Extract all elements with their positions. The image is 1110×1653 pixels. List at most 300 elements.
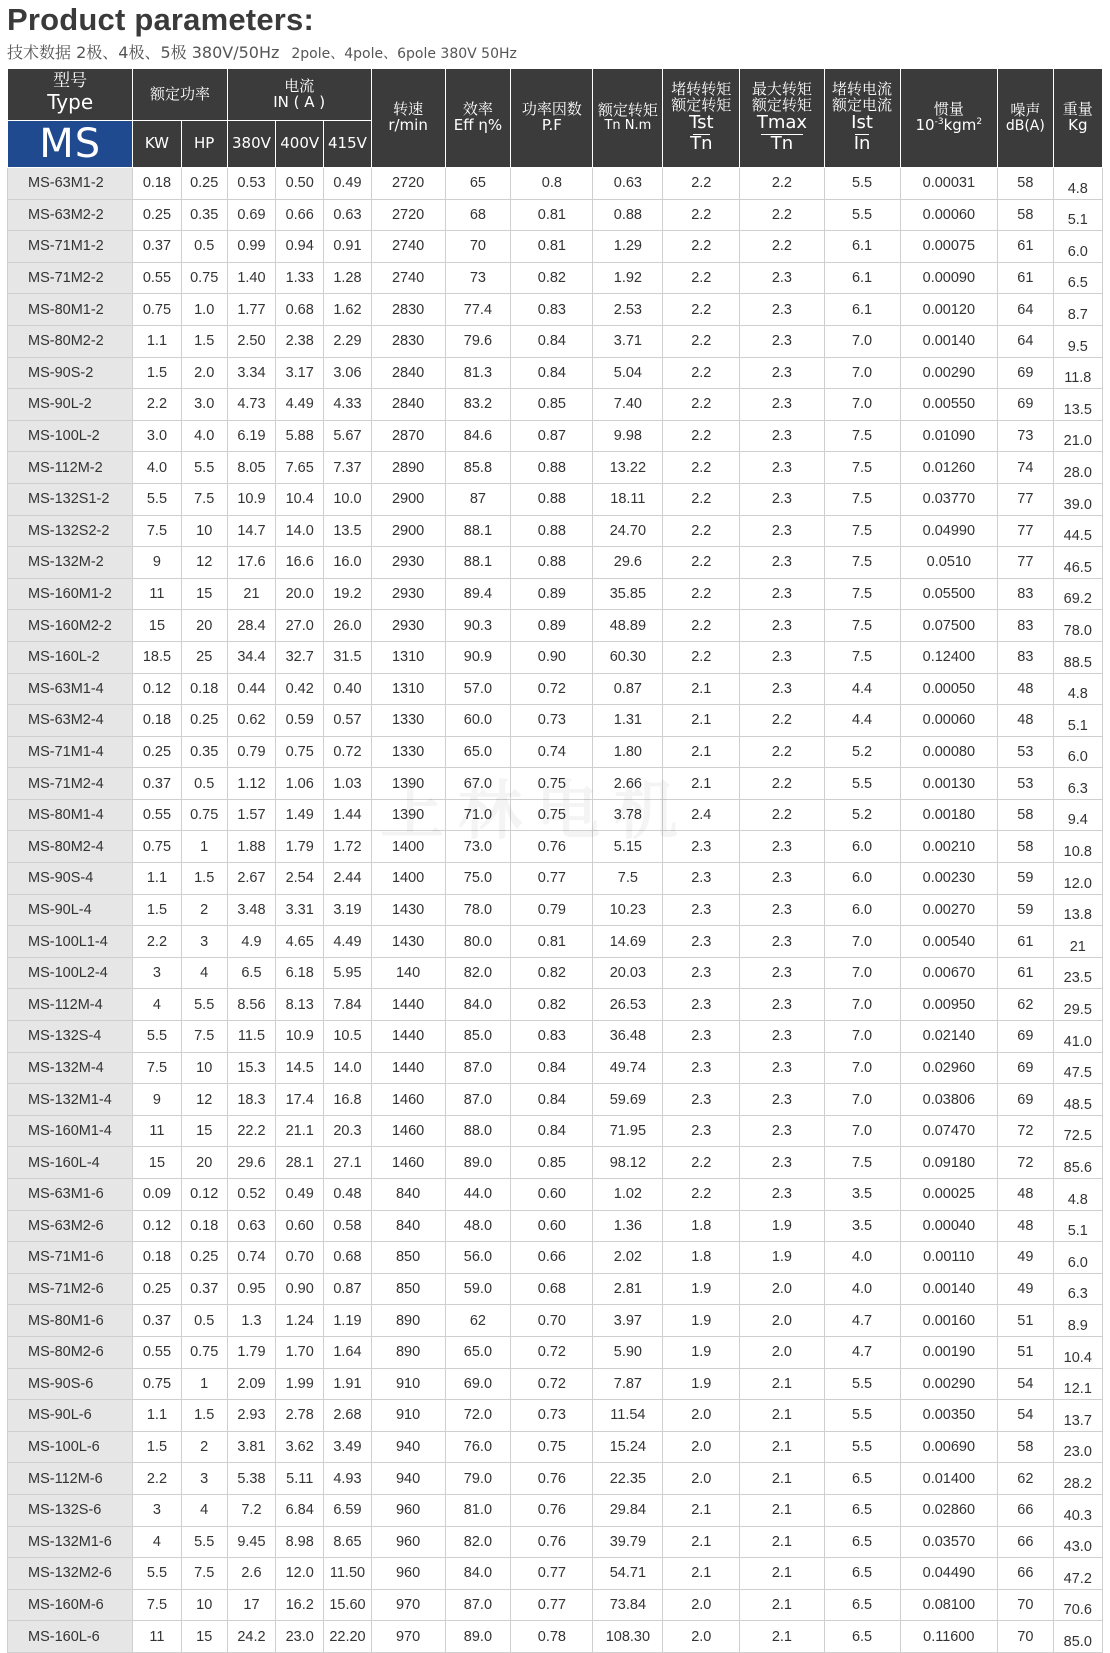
- table-row: [8, 294, 1103, 326]
- table-cell: 0.55: [133, 1336, 181, 1368]
- table-cell: 0.09: [133, 1179, 181, 1211]
- table-cell: 5.38: [227, 1463, 275, 1495]
- table-cell: 0.00140: [900, 325, 998, 357]
- tmax-ratio-header: 最大转矩 额定转矩 Tmax Tn: [740, 69, 824, 168]
- table-cell: 0.12: [133, 1210, 181, 1242]
- table-row: [8, 1115, 1103, 1147]
- table-cell: 1400: [371, 863, 445, 895]
- table-cell: 4.8: [1053, 168, 1102, 200]
- table-cell: 1.62: [324, 294, 371, 326]
- table-cell: 29.5: [1053, 989, 1102, 1021]
- table-cell: 12.0: [1053, 863, 1102, 895]
- table-cell: 0.70: [276, 1242, 324, 1274]
- table-cell: 2.3: [740, 547, 824, 579]
- power-factor-header: 功率因数 P.F: [511, 69, 593, 168]
- table-cell: 1.8: [663, 1242, 740, 1274]
- table-cell: 7.5: [181, 1558, 227, 1590]
- table-cell: 47.5: [1053, 1052, 1102, 1084]
- table-cell: 4.8: [1053, 1179, 1102, 1211]
- table-cell: 5.1: [1053, 705, 1102, 737]
- table-cell: 7.5: [824, 420, 900, 452]
- table-cell: 10.8: [1053, 831, 1102, 863]
- model-cell: MS-71M2-2: [8, 262, 133, 294]
- model-cell: MS-80M2-2: [8, 325, 133, 357]
- table-cell: 0.53: [227, 168, 275, 200]
- table-cell: 40.3: [1053, 1494, 1102, 1526]
- table-cell: 0.00080: [900, 736, 998, 768]
- table-cell: 7.0: [824, 1115, 900, 1147]
- table-cell: 31.5: [324, 641, 371, 673]
- table-cell: 7.0: [824, 989, 900, 1021]
- table-cell: 840: [371, 1210, 445, 1242]
- table-cell: 79.6: [445, 325, 511, 357]
- table-cell: 71.95: [593, 1115, 663, 1147]
- table-cell: 16.0: [324, 547, 371, 579]
- table-cell: 0.62: [227, 705, 275, 737]
- table-cell: 2.3: [740, 894, 824, 926]
- table-cell: 3.19: [324, 894, 371, 926]
- table-cell: 6.5: [1053, 262, 1102, 294]
- table-cell: 71.0: [445, 799, 511, 831]
- table-row: [8, 483, 1103, 515]
- table-cell: 1330: [371, 705, 445, 737]
- table-cell: 1.77: [227, 294, 275, 326]
- table-cell: 0.58: [324, 1210, 371, 1242]
- table-cell: 0.78: [511, 1621, 593, 1653]
- table-cell: 2.3: [740, 357, 824, 389]
- table-cell: 21: [1053, 926, 1102, 958]
- table-cell: 10: [181, 515, 227, 547]
- table-cell: 0.66: [511, 1242, 593, 1274]
- table-cell: 1460: [371, 1084, 445, 1116]
- table-cell: 54.71: [593, 1558, 663, 1590]
- table-cell: 2.1: [740, 1431, 824, 1463]
- table-cell: 2830: [371, 325, 445, 357]
- table-cell: 2.1: [740, 1368, 824, 1400]
- table-cell: 65.0: [445, 1336, 511, 1368]
- table-cell: 4: [133, 989, 181, 1021]
- table-cell: 14.7: [227, 515, 275, 547]
- table-cell: 0.08100: [900, 1589, 998, 1621]
- table-cell: 2.1: [740, 1621, 824, 1653]
- table-cell: 0.81: [511, 199, 593, 231]
- table-cell: 35.85: [593, 578, 663, 610]
- table-cell: 0.00130: [900, 768, 998, 800]
- tst-ratio-header: 堵转转矩 额定转矩 Tst Tn: [663, 69, 740, 168]
- table-cell: 2.3: [740, 863, 824, 895]
- table-cell: 70: [998, 1621, 1053, 1653]
- table-cell: 11: [133, 1115, 181, 1147]
- table-cell: 29.84: [593, 1494, 663, 1526]
- table-cell: 7.0: [824, 1084, 900, 1116]
- table-cell: 1.36: [593, 1210, 663, 1242]
- table-cell: 0.01400: [900, 1463, 998, 1495]
- table-cell: 7.0: [824, 325, 900, 357]
- table-cell: 62: [998, 1463, 1053, 1495]
- table-cell: 58: [998, 831, 1053, 863]
- table-cell: 7.5: [824, 1147, 900, 1179]
- table-row: [8, 199, 1103, 231]
- table-cell: 0.09180: [900, 1147, 998, 1179]
- table-cell: 1.03: [324, 768, 371, 800]
- table-cell: 0.37: [181, 1273, 227, 1305]
- table-cell: 2.2: [133, 926, 181, 958]
- table-cell: 0.02140: [900, 1021, 998, 1053]
- model-cell: MS-160M2-2: [8, 610, 133, 642]
- table-cell: 1.70: [276, 1336, 324, 1368]
- table-cell: 2.54: [276, 863, 324, 895]
- table-cell: 0.85: [511, 389, 593, 421]
- table-cell: 16.6: [276, 547, 324, 579]
- noise-header: 噪声 dB(A): [998, 69, 1053, 168]
- table-cell: 7.87: [593, 1368, 663, 1400]
- table-row: [8, 357, 1103, 389]
- table-row: [8, 1589, 1103, 1621]
- table-cell: 108.30: [593, 1621, 663, 1653]
- table-cell: 1.8: [663, 1210, 740, 1242]
- table-cell: 12: [181, 547, 227, 579]
- table-cell: 66: [998, 1494, 1053, 1526]
- table-cell: 0.88: [511, 452, 593, 484]
- table-cell: 2.3: [740, 578, 824, 610]
- table-cell: 11.54: [593, 1400, 663, 1432]
- table-cell: 15.60: [324, 1589, 371, 1621]
- model-cell: MS-112M-2: [8, 452, 133, 484]
- table-cell: 47.2: [1053, 1558, 1102, 1590]
- table-cell: 32.7: [276, 641, 324, 673]
- parameters-table: [7, 68, 1103, 1653]
- table-cell: 0.25: [181, 1242, 227, 1274]
- table-cell: 60.0: [445, 705, 511, 737]
- table-cell: 0.03806: [900, 1084, 998, 1116]
- table-cell: 1.5: [181, 1400, 227, 1432]
- table-body: [8, 168, 1103, 1653]
- table-cell: 13.7: [1053, 1400, 1102, 1432]
- table-cell: 0.83: [511, 294, 593, 326]
- table-cell: 10.9: [276, 1021, 324, 1053]
- table-cell: 0.82: [511, 989, 593, 1021]
- table-cell: 10.9: [227, 483, 275, 515]
- table-cell: 39.0: [1053, 483, 1102, 515]
- table-row: [8, 768, 1103, 800]
- model-cell: MS-80M2-6: [8, 1336, 133, 1368]
- table-cell: 2.3: [740, 610, 824, 642]
- table-cell: 2.3: [740, 420, 824, 452]
- table-cell: 2.2: [663, 547, 740, 579]
- table-cell: 7.0: [824, 926, 900, 958]
- table-cell: 2930: [371, 547, 445, 579]
- table-cell: 4.49: [324, 926, 371, 958]
- model-cell: MS-100L2-4: [8, 957, 133, 989]
- model-cell: MS-63M1-4: [8, 673, 133, 705]
- table-cell: 21: [227, 578, 275, 610]
- table-cell: 2.3: [740, 1084, 824, 1116]
- table-cell: 0.35: [181, 199, 227, 231]
- table-row: [8, 452, 1103, 484]
- model-cell: MS-100L1-4: [8, 926, 133, 958]
- table-cell: 6.1: [824, 262, 900, 294]
- table-cell: 23.0: [1053, 1431, 1102, 1463]
- table-cell: 0.72: [511, 1336, 593, 1368]
- table-cell: 0.00110: [900, 1242, 998, 1274]
- v400-header: 400V: [276, 121, 324, 168]
- table-cell: 78.0: [1053, 610, 1102, 642]
- table-cell: 2.2: [663, 357, 740, 389]
- table-cell: 9: [133, 547, 181, 579]
- table-cell: 73.84: [593, 1589, 663, 1621]
- table-cell: 1.28: [324, 262, 371, 294]
- table-cell: 0.04990: [900, 515, 998, 547]
- table-cell: 34.4: [227, 641, 275, 673]
- table-cell: 3.5: [824, 1179, 900, 1211]
- table-cell: 0.75: [133, 294, 181, 326]
- table-cell: 970: [371, 1589, 445, 1621]
- page-title: Product parameters:: [7, 2, 315, 37]
- table-cell: 0.0510: [900, 547, 998, 579]
- table-cell: 13.8: [1053, 894, 1102, 926]
- table-cell: 1.5: [181, 863, 227, 895]
- table-cell: 82.0: [445, 1526, 511, 1558]
- table-cell: 2.6: [227, 1558, 275, 1590]
- table-cell: 6.0: [1053, 231, 1102, 263]
- table-cell: 0.91: [324, 231, 371, 263]
- model-cell: MS-160M1-2: [8, 578, 133, 610]
- model-cell: MS-132M-4: [8, 1052, 133, 1084]
- table-cell: 5.5: [824, 768, 900, 800]
- table-cell: 1.31: [593, 705, 663, 737]
- table-cell: 72: [998, 1147, 1053, 1179]
- table-cell: 44.5: [1053, 515, 1102, 547]
- table-cell: 2.0: [663, 1431, 740, 1463]
- table-cell: 59.0: [445, 1273, 511, 1305]
- table-cell: 0.76: [511, 1494, 593, 1526]
- table-cell: 43.0: [1053, 1526, 1102, 1558]
- table-cell: 2840: [371, 389, 445, 421]
- hp-header: HP: [181, 121, 227, 168]
- table-cell: 0.25: [181, 168, 227, 200]
- table-cell: 2.1: [663, 705, 740, 737]
- table-cell: 11: [133, 1621, 181, 1653]
- table-cell: 70.6: [1053, 1589, 1102, 1621]
- table-cell: 1.9: [740, 1242, 824, 1274]
- table-cell: 23.5: [1053, 957, 1102, 989]
- table-cell: 9.4: [1053, 799, 1102, 831]
- table-cell: 8.05: [227, 452, 275, 484]
- table-cell: 2.2: [663, 262, 740, 294]
- table-cell: 2.2: [663, 389, 740, 421]
- table-cell: 0.00950: [900, 989, 998, 1021]
- model-cell: MS-132M1-6: [8, 1526, 133, 1558]
- table-cell: 66: [998, 1526, 1053, 1558]
- table-cell: 1.3: [227, 1305, 275, 1337]
- table-cell: 7.0: [824, 957, 900, 989]
- table-cell: 2.0: [740, 1305, 824, 1337]
- table-cell: 1440: [371, 989, 445, 1021]
- table-cell: 5.5: [133, 483, 181, 515]
- table-cell: 2900: [371, 515, 445, 547]
- table-cell: 4.8: [1053, 673, 1102, 705]
- table-cell: 83: [998, 610, 1053, 642]
- table-cell: 0.18: [133, 168, 181, 200]
- model-cell: MS-90L-6: [8, 1400, 133, 1432]
- table-cell: 0.69: [227, 199, 275, 231]
- table-cell: 13.5: [1053, 389, 1102, 421]
- table-cell: 1.1: [133, 1400, 181, 1432]
- table-cell: 69.2: [1053, 578, 1102, 610]
- table-cell: 82.0: [445, 957, 511, 989]
- table-cell: 0.12: [133, 673, 181, 705]
- table-cell: 28.1: [276, 1147, 324, 1179]
- table-cell: 2.2: [663, 231, 740, 263]
- table-cell: 83.2: [445, 389, 511, 421]
- table-row: [8, 1179, 1103, 1211]
- table-cell: 0.88: [511, 515, 593, 547]
- table-cell: 0.5: [181, 768, 227, 800]
- model-cell: MS-71M1-4: [8, 736, 133, 768]
- table-cell: 1.49: [276, 799, 324, 831]
- table-cell: 2.2: [663, 610, 740, 642]
- table-cell: 0.75: [133, 831, 181, 863]
- table-cell: 0.94: [276, 231, 324, 263]
- table-cell: 6.5: [824, 1494, 900, 1526]
- table-cell: 61: [998, 231, 1053, 263]
- table-cell: 2.3: [740, 1115, 824, 1147]
- table-cell: 58: [998, 799, 1053, 831]
- table-cell: 6.5: [824, 1621, 900, 1653]
- table-cell: 3.0: [181, 389, 227, 421]
- table-cell: 5.04: [593, 357, 663, 389]
- table-cell: 90.3: [445, 610, 511, 642]
- table-cell: 29.6: [593, 547, 663, 579]
- table-cell: 2.3: [663, 1115, 740, 1147]
- table-cell: 1.5: [181, 325, 227, 357]
- table-cell: 1.1: [133, 325, 181, 357]
- table-cell: 36.48: [593, 1021, 663, 1053]
- table-cell: 940: [371, 1463, 445, 1495]
- table-cell: 5.5: [824, 168, 900, 200]
- table-cell: 10.0: [324, 483, 371, 515]
- table-cell: 3.31: [276, 894, 324, 926]
- table-cell: 2830: [371, 294, 445, 326]
- table-cell: 0.68: [276, 294, 324, 326]
- table-cell: 1.33: [276, 262, 324, 294]
- table-cell: 0.79: [511, 894, 593, 926]
- table-cell: 5.2: [824, 799, 900, 831]
- table-cell: 0.84: [511, 1052, 593, 1084]
- table-cell: 0.00270: [900, 894, 998, 926]
- table-cell: 2890: [371, 452, 445, 484]
- table-cell: 11.50: [324, 1558, 371, 1590]
- table-cell: 69: [998, 1052, 1053, 1084]
- table-cell: 14.0: [324, 1052, 371, 1084]
- table-cell: 2.3: [663, 1052, 740, 1084]
- table-cell: 2.3: [740, 325, 824, 357]
- table-cell: 0.00120: [900, 294, 998, 326]
- model-cell: MS-90L-4: [8, 894, 133, 926]
- table-cell: 0.59: [276, 705, 324, 737]
- table-cell: 0.35: [181, 736, 227, 768]
- table-row: [8, 1558, 1103, 1590]
- table-cell: 6.5: [227, 957, 275, 989]
- table-cell: 2.1: [740, 1463, 824, 1495]
- table-cell: 48.89: [593, 610, 663, 642]
- table-cell: 5.1: [1053, 199, 1102, 231]
- table-cell: 1.19: [324, 1305, 371, 1337]
- table-cell: 2.3: [663, 1021, 740, 1053]
- table-cell: 0.55: [133, 262, 181, 294]
- model-cell: MS-160M1-4: [8, 1115, 133, 1147]
- table-row: [8, 736, 1103, 768]
- table-cell: 0.75: [276, 736, 324, 768]
- table-cell: 6.5: [824, 1463, 900, 1495]
- table-cell: 5.5: [824, 1400, 900, 1432]
- table-cell: 6.0: [824, 863, 900, 895]
- table-cell: 4.0: [824, 1273, 900, 1305]
- table-cell: 0.25: [133, 199, 181, 231]
- table-cell: 1.5: [133, 357, 181, 389]
- table-cell: 0.87: [511, 420, 593, 452]
- table-cell: 78.0: [445, 894, 511, 926]
- table-cell: 20: [181, 610, 227, 642]
- table-cell: 22.20: [324, 1621, 371, 1653]
- table-cell: 2.2: [740, 199, 824, 231]
- table-cell: 6.0: [1053, 1242, 1102, 1274]
- table-cell: 10.4: [1053, 1336, 1102, 1368]
- table-row: [8, 515, 1103, 547]
- table-cell: 72.0: [445, 1400, 511, 1432]
- table-cell: 18.3: [227, 1084, 275, 1116]
- table-cell: 2.3: [740, 926, 824, 958]
- model-cell: MS-80M2-4: [8, 831, 133, 863]
- table-cell: 0.04490: [900, 1558, 998, 1590]
- table-cell: 2.0: [663, 1589, 740, 1621]
- table-cell: 49.74: [593, 1052, 663, 1084]
- table-cell: 14.69: [593, 926, 663, 958]
- table-cell: 0.73: [511, 1400, 593, 1432]
- table-cell: 0.18: [181, 673, 227, 705]
- table-cell: 4.7: [824, 1336, 900, 1368]
- table-cell: 7.0: [824, 389, 900, 421]
- table-cell: 27.0: [276, 610, 324, 642]
- model-cell: MS-90S-2: [8, 357, 133, 389]
- table-cell: 850: [371, 1273, 445, 1305]
- table-cell: 1.88: [227, 831, 275, 863]
- table-cell: 2930: [371, 578, 445, 610]
- efficiency-header: 效率 Eff η%: [445, 69, 511, 168]
- table-cell: 0.37: [133, 1305, 181, 1337]
- table-cell: 0.00290: [900, 1368, 998, 1400]
- table-cell: 1.06: [276, 768, 324, 800]
- table-cell: 39.79: [593, 1526, 663, 1558]
- table-cell: 2.3: [740, 1021, 824, 1053]
- table-cell: 2.1: [740, 1589, 824, 1621]
- table-cell: 5.90: [593, 1336, 663, 1368]
- table-cell: 59: [998, 894, 1053, 926]
- table-cell: 29.6: [227, 1147, 275, 1179]
- table-cell: 5.2: [824, 736, 900, 768]
- kw-header: KW: [133, 121, 181, 168]
- table-cell: 1440: [371, 1052, 445, 1084]
- table-cell: 1430: [371, 926, 445, 958]
- table-cell: 58: [998, 199, 1053, 231]
- table-cell: 3.97: [593, 1305, 663, 1337]
- model-cell: MS-112M-4: [8, 989, 133, 1021]
- model-cell: MS-100L-2: [8, 420, 133, 452]
- table-cell: 0.77: [511, 1589, 593, 1621]
- table-cell: 10: [181, 1589, 227, 1621]
- table-cell: 18.5: [133, 641, 181, 673]
- table-cell: 2.68: [324, 1400, 371, 1432]
